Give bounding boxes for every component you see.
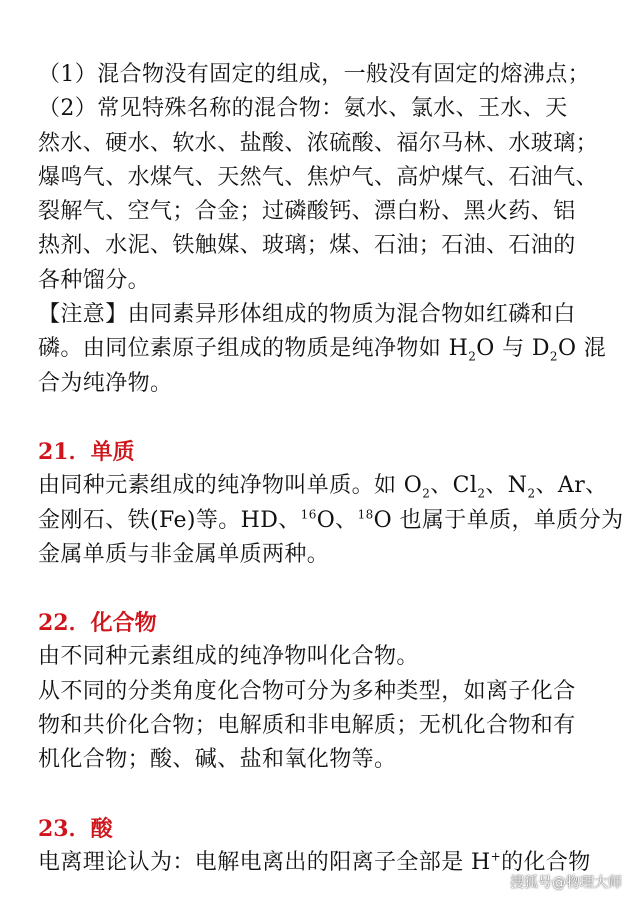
s22-line-2: 从不同的分类角度化合物可分为多种类型，如离子化合: [38, 678, 576, 704]
s21-text-f: O、: [316, 507, 358, 533]
s22-line-1: 由不同种元素组成的纯净物叫化合物。: [38, 644, 419, 670]
s21-text-e: 金刚石、铁(Fe)等。HD、: [38, 507, 301, 533]
intro-line-2: （2）常见特殊名称的混合物：氨水、氯水、王水、天: [38, 96, 568, 122]
section-22-heading: 22．化合物: [38, 610, 157, 637]
s21-text-c: 、N: [485, 473, 528, 499]
section-21-heading: 21．单质: [38, 438, 135, 465]
watermark: 搜狐号@物理大师: [510, 875, 622, 891]
intro-line-3: 然水、硬水、软水、盐酸、浓硫酸、福尔马林、水玻璃；: [38, 130, 599, 156]
s21-text-d: 、Ar、: [535, 473, 608, 499]
s22-line-3: 物和共价化合物；电解质和非电解质；无机化合物和有: [38, 713, 576, 739]
s23-text-a: 电离理论认为：电解电离出的阳离子全部是 H: [38, 849, 491, 875]
s21-line-2: [38, 504, 624, 538]
intro-line-7: 各种馏分。: [38, 267, 151, 293]
s21-line-1: [38, 469, 608, 503]
subscript: 2: [422, 486, 431, 501]
subscript: 2: [527, 486, 536, 501]
intro-line-6: 热剂、水泥、铁触媒、玻璃；煤、石油；石油、石油的: [38, 233, 576, 259]
intro-line-1: （1）混合物没有固定的组成，一般没有固定的熔沸点；: [38, 62, 590, 87]
s21-line-3: 金属单质与非金属单质两种。: [38, 541, 330, 567]
superscript: +: [490, 849, 502, 864]
note-text-b: O 与 D: [476, 336, 550, 362]
s23-text-b: 的化合物: [501, 849, 591, 875]
s21-text-g: O 也属于单质，单质分为: [373, 507, 624, 533]
document-body: [38, 58, 624, 880]
superscript: 16: [300, 507, 317, 522]
note-text-c: O 混: [557, 336, 607, 362]
superscript: 18: [357, 507, 374, 522]
s21-text-a: 由同种元素组成的纯净物叫单质。如 O: [38, 473, 423, 499]
note-text-a: 磷。由同位素原子组成的物质是纯净物如 H: [38, 336, 469, 362]
subscript: 2: [477, 486, 486, 501]
intro-line-4: 爆鸣气、水煤气、天然气、焦炉气、高炉煤气、石油气、: [38, 164, 599, 190]
note-line-2: [38, 332, 608, 366]
note-line-3: 合为纯净物。: [38, 370, 173, 396]
s22-line-4: 机化合物；酸、碱、盐和氧化物等。: [38, 747, 397, 773]
subscript: 2: [549, 349, 558, 364]
intro-line-5: 裂解气、空气；合金；过磷酸钙、漂白粉、黑火药、铝: [38, 199, 576, 225]
s21-text-b: 、Cl: [430, 473, 478, 499]
subscript: 2: [468, 349, 477, 364]
note-line-1: 【注意】由同素异形体组成的物质为混合物如红磷和白: [38, 302, 576, 328]
section-23-heading: 23．酸: [38, 815, 113, 842]
